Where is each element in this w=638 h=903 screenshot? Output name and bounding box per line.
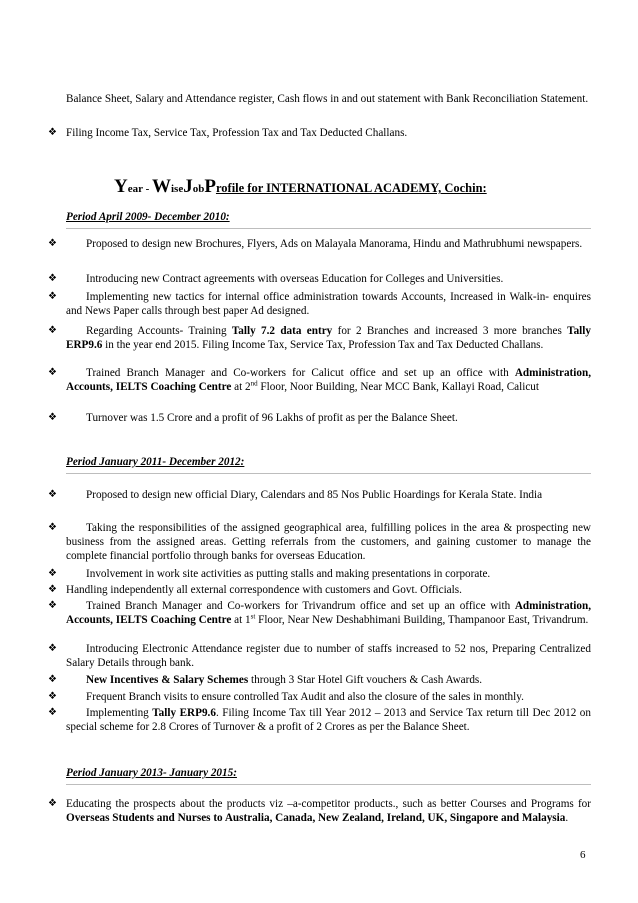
divider (66, 784, 591, 785)
list-item: Introducing Electronic Attendance register due to number of staffs increased to 52 nos, Preparing Centralized Salary Details through bank. (66, 643, 591, 670)
period-title: Period January 2011- December 2012: (66, 456, 245, 468)
bullet-icon: ❖ (48, 600, 57, 611)
list-item: Regarding Accounts- Training Tally 7.2 data entry for 2 Branches and increased 3 more branches Tally ERP9.6 in the year end 2015. Filing Income Tax, Service Tax, Profession Tax and Tax Deducted Challans. (66, 325, 591, 352)
bullet-icon: ❖ (48, 489, 57, 500)
list-item: Trained Branch Manager and Co-workers for Trivandrum office and set up an office with Administration, Accounts, IELTS Coaching Centre at 1st Floor, Near New Deshabhimani Building, Thampanoor East, Trivandrum. (66, 600, 591, 627)
period-title: Period April 2009- December 2010: (66, 211, 230, 223)
list-item: Introducing new Contract agreements with overseas Education for Colleges and Universities. (86, 273, 504, 285)
section-heading: Year - WiseJobProfile for INTERNATIONAL ACADEMY, Cochin: (114, 176, 487, 197)
bullet-icon: ❖ (48, 127, 57, 138)
bullet-icon: ❖ (48, 522, 57, 533)
bullet-icon: ❖ (48, 238, 57, 249)
list-item: Educating the prospects about the products viz –a-competitor products., such as better Courses and Programs for Overseas Students and Nurses to Australia, Canada, New Zealand, Ireland, UK, Singapore and Malaysia. (66, 798, 591, 825)
bullet-icon: ❖ (48, 367, 57, 378)
bullet-icon: ❖ (48, 273, 57, 284)
list-item: Implementing Tally ERP9.6. Filing Income Tax till Year 2012 – 2013 and Service Tax return till Dec 2012 on special scheme for 2.8 Crores of Turnover & a profit of 2 Crores as per the Balance Sheet. (66, 707, 591, 734)
list-item: New Incentives & Salary Schemes through 3 Star Hotel Gift vouchers & Cash Awards. (86, 674, 483, 686)
list-item: Implementing new tactics for internal office administration towards Accounts, Increased in Walk-in- enquires and News Paper calls through best paper Ad designed. (66, 291, 591, 318)
list-item: Filing Income Tax, Service Tax, Profession Tax and Tax Deducted Challans. (66, 127, 408, 139)
divider (66, 228, 591, 229)
bullet-icon: ❖ (48, 291, 57, 302)
bullet-icon: ❖ (48, 325, 57, 336)
list-item: Frequent Branch visits to ensure controlled Tax Audit and also the closure of the sales in monthly. (86, 691, 524, 703)
bullet-icon: ❖ (48, 798, 57, 809)
list-item: Proposed to design new Brochures, Flyers, Ads on Malayala Manorama, Hindu and Mathrubhumi newspapers. (86, 238, 583, 250)
list-item: Turnover was 1.5 Crore and a profit of 96 Lakhs of profit as per the Balance Sheet. (86, 412, 458, 424)
divider (66, 473, 591, 474)
bullet-icon: ❖ (48, 691, 57, 702)
bullet-icon: ❖ (48, 707, 57, 718)
list-item: Involvement in work site activities as putting stalls and making presentations in corporate. (86, 568, 491, 580)
period-title: Period January 2013- January 2015: (66, 767, 237, 779)
bullet-icon: ❖ (48, 412, 57, 423)
bullet-icon: ❖ (48, 643, 57, 654)
list-item: Trained Branch Manager and Co-workers for Calicut office and set up an office with Administration, Accounts, IELTS Coaching Centre at 2nd Floor, Noor Building, Near MCC Bank, Kallayi Road, Calicut (66, 367, 591, 394)
list-item: Taking the responsibilities of the assigned geographical area, fulfilling polices in the area & prospecting new business from the assigned areas. Getting referrals from the customers, and gaining customer to manage the complete financial portfolio through banks for overseas Education. (66, 522, 591, 563)
bullet-icon: ❖ (48, 674, 57, 685)
list-item: Proposed to design new official Diary, Calendars and 85 Nos Public Hoardings for Kerala State. India (86, 489, 543, 501)
page-number: 6 (580, 849, 586, 861)
list-item: Handling independently all external correspondence with customers and Govt. Officials. (66, 584, 462, 596)
continuation-text: Balance Sheet, Salary and Attendance register, Cash flows in and out statement with Bank Reconciliation Statement. (66, 93, 589, 105)
bullet-icon: ❖ (48, 568, 57, 579)
bullet-icon: ❖ (48, 584, 57, 595)
